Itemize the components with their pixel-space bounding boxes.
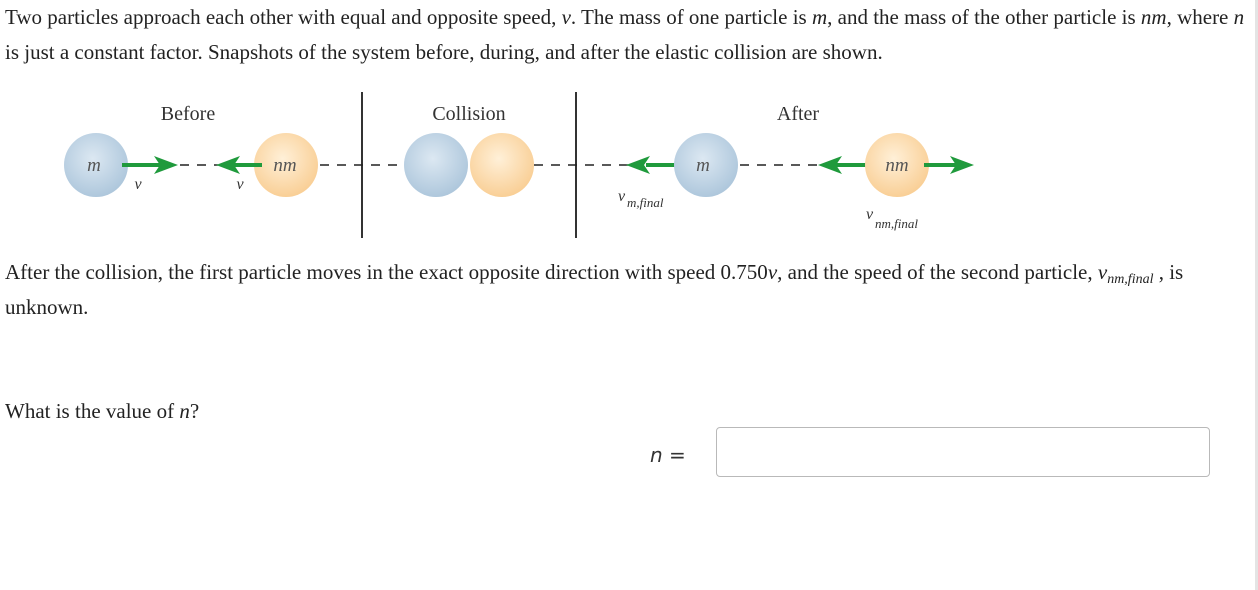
mass-label-nm: nm — [885, 155, 909, 176]
mass-label-m: m — [87, 155, 101, 176]
arrow-left-icon — [626, 156, 676, 174]
collision-diagram — [0, 85, 1000, 245]
var-n: n — [1233, 5, 1245, 29]
question-text — [5, 394, 1245, 429]
intro-text: . The mass of one particle is — [570, 5, 812, 29]
question-part: What is the value of — [5, 399, 180, 423]
arrow-left-icon — [818, 156, 866, 174]
particle-nm-collision — [470, 133, 534, 197]
mass-label-m: m — [696, 155, 710, 176]
velocity-label-v: v — [134, 176, 142, 193]
var-n: n — [179, 399, 190, 423]
panel-label-collision: Collision — [432, 103, 506, 125]
velocity-subscript-nm-final: nm,final — [875, 216, 918, 231]
arrow-right-icon — [122, 156, 178, 174]
answer-row — [0, 425, 1258, 485]
intro-text: Two particles approach each other with equal and opposite speed, — [5, 5, 562, 29]
mass-label-nm: nm — [273, 155, 297, 176]
intro-text: , and the mass of the other particle is — [827, 5, 1141, 29]
panel-label-after: After — [776, 103, 820, 125]
followup-text: , and the speed of the second particle, — [777, 260, 1098, 284]
var-v-nm-final: v — [1097, 260, 1108, 284]
problem-intro — [5, 0, 1245, 70]
var-nm: nm — [1140, 5, 1167, 29]
question-part: ? — [189, 399, 200, 423]
velocity-subscript-m-final: m,final — [627, 195, 664, 210]
particle-m-collision — [404, 133, 468, 197]
problem-followup — [5, 255, 1245, 325]
velocity-label-nm-final: v — [866, 206, 874, 223]
intro-text: , where — [1166, 5, 1234, 29]
var-v: v — [767, 260, 778, 284]
var-subscript: nm,final — [1107, 272, 1154, 287]
velocity-label-m-final: v — [618, 188, 626, 205]
velocity-label-v: v — [236, 176, 244, 193]
followup-text: After the collision, the first particle moves in the exact opposite direction with speed 0.750 — [5, 260, 768, 284]
var-v: v — [561, 5, 571, 29]
panel-label-before: Before — [160, 103, 216, 125]
arrow-right-icon — [924, 156, 974, 174]
intro-text: is just a constant factor. Snapshots of the system before, during, and after the elastic collision are shown. — [5, 40, 883, 64]
var-m: m — [811, 5, 828, 29]
answer-input[interactable] — [716, 427, 1210, 477]
answer-label: n = — [650, 443, 686, 467]
followup-text: , is unknown. — [5, 260, 1184, 319]
